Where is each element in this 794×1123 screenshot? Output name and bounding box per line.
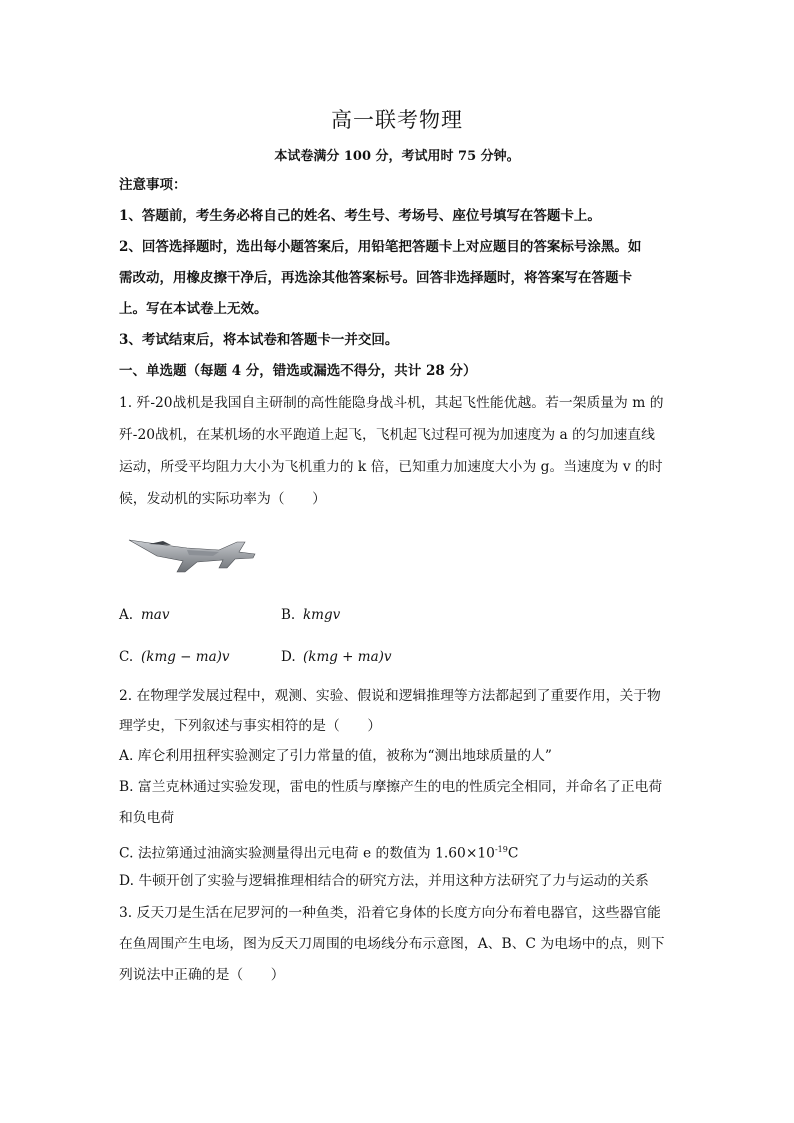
question-2-option-d: D. 牛顿开创了实验与逻辑推理相结合的研究方法，并用这种方法研究了力与运动的关系 — [119, 873, 649, 889]
question-2-line: 理学史，下列叙述与事实相符的是（ ） — [119, 718, 382, 734]
notice-line: 1、答题前，考生务必将自己的姓名、考生号、考场号、座位号填写在答题卡上。 — [119, 208, 601, 224]
question-2-line: 2. 在物理学发展过程中，观测、实验、假说和逻辑推理等方法都起到了重要作用，关于物 — [119, 688, 661, 704]
unit: C — [507, 845, 519, 862]
option-formula: (kmg − ma)v — [141, 649, 230, 665]
question-2-option-c — [119, 840, 679, 864]
fighter-jet-image — [127, 528, 259, 576]
section-heading: 一、单选题（每题 4 分，错选或漏选不得分，共计 28 分） — [119, 363, 477, 379]
question-2-option-a: A. 库仑利用扭秤实验测定了引力常量的值，被称为“测出地球质量的人” — [119, 748, 552, 764]
notice-line: 2、回答选择题时，选出每小题答案后，用铅笔把答题卡上对应题目的答案标号涂黑。如 — [119, 239, 642, 255]
option-letter: A. — [119, 607, 134, 623]
notice-line: 3、考试结束后，将本试卷和答题卡一并交回。 — [119, 332, 399, 348]
notice-line: 需改动，用橡皮擦干净后，再选涂其他答案标号。回答非选择题时，将答案写在答题卡 — [119, 270, 632, 286]
page-title: 高一联考物理 — [331, 108, 463, 132]
question-1-line: 1. 歼-20战机是我国自主研制的高性能隐身战斗机，其起飞性能优越。若一架质量为 m 的 — [119, 395, 664, 411]
option-letter: C. — [119, 649, 134, 665]
notice-line: 上。写在本试卷上无效。 — [119, 301, 268, 317]
option-c-text: C. 法拉第通过油滴实验测量得出元电荷 e 的数值为 1.60×10 — [119, 845, 495, 862]
option-formula: mav — [141, 607, 170, 623]
option-c — [119, 649, 230, 665]
exponent: -19 — [494, 845, 508, 854]
question-3-line: 列说法中正确的是（ ） — [119, 967, 285, 983]
question-3-line: 在鱼周围产生电场，图为反天刀周围的电场线分布示意图，A、B、C 为电场中的点，则下 — [119, 936, 665, 952]
option-d — [281, 649, 392, 665]
option-letter: D. — [281, 649, 296, 665]
option-formula: kmgv — [303, 607, 341, 623]
option-b — [281, 607, 340, 623]
question-2-line: 和负电荷 — [119, 810, 175, 826]
question-1-line: 候，发动机的实际功率为（ ） — [119, 491, 326, 507]
exam-subtitle: 本试卷满分 100 分，考试用时 75 分钟。 — [274, 149, 520, 164]
option-formula: (kmg + ma)v — [303, 649, 392, 665]
option-letter: B. — [281, 607, 296, 623]
notice-heading: 注意事项： — [119, 177, 187, 193]
question-1-line: 运动，所受平均阻力大小为飞机重力的 k 倍，已知重力加速度大小为 g。当速度为 v 的时 — [119, 459, 663, 475]
question-3-line: 3. 反天刀是生活在尼罗河的一种鱼类，沿着它身体的长度方向分布着电器官，这些器官能 — [119, 905, 661, 921]
question-1-line: 歼-20战机，在某机场的水平跑道上起飞，飞机起飞过程可视为加速度为 a 的匀加速直线 — [119, 427, 655, 443]
option-a — [119, 607, 169, 623]
question-2-option-b: B. 富兰克林通过实验发现，雷电的性质与摩擦产生的电的性质完全相同，并命名了正电荷 — [119, 779, 663, 795]
